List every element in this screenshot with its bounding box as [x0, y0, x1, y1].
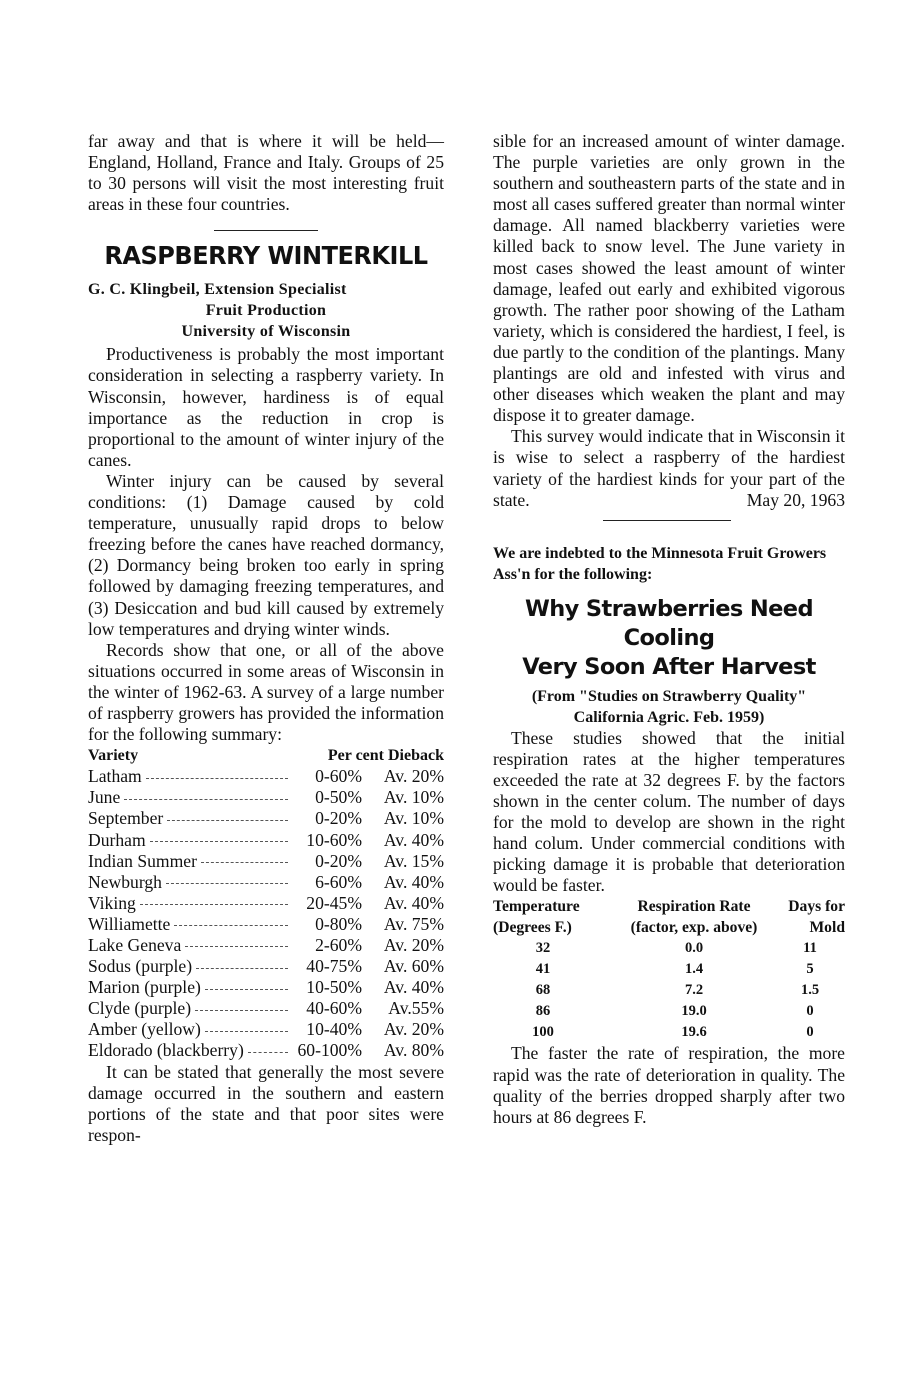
credit-note: We are indebted to the Minnesota Fruit Growers Ass'n for the following: — [493, 544, 827, 583]
variety-label: Durham — [88, 829, 146, 850]
table-row — [493, 938, 845, 959]
article-title: RASPBERRY WINTERKILL — [104, 241, 428, 271]
paragraph: It can be stated that generally the most severe damage occurred in the southern and eastern portions of the state and that poor sites were respon- — [88, 1061, 444, 1145]
dieback-average: Av. 20% — [383, 935, 444, 955]
source-citation — [493, 686, 845, 728]
variety-name — [88, 787, 298, 808]
table-row — [88, 935, 444, 956]
variety-name — [88, 851, 298, 872]
respiration-table — [493, 896, 845, 1043]
variety-label: Clyde (purple) — [88, 998, 192, 1019]
source-line: California Agric. Feb. 1959) — [573, 708, 765, 726]
author-university: University of Wisconsin — [181, 323, 351, 341]
dieback-average: Av. 75% — [383, 913, 444, 934]
days-cell: 0 — [806, 1024, 814, 1041]
dieback-average: Av. 80% — [383, 1040, 444, 1061]
source-line: (From "Studies on Strawberry Quality" — [531, 687, 807, 705]
variety-name — [88, 766, 298, 787]
variety-name — [88, 1040, 298, 1061]
rate-cell: 0.0 — [684, 940, 704, 957]
leader-dots — [166, 883, 288, 884]
table-row — [88, 1019, 444, 1040]
dieback-average: Av. 40% — [383, 871, 444, 892]
variety-label: Lake Geneva — [88, 935, 182, 955]
table-row — [88, 914, 444, 935]
paragraph: These studies showed that the initial respiration rates at the higher temperatures exceeded the rate at 32 degrees F. by the factors shown in the center colum. The number of days for the mold to develop are shown in the right hand colum. Under commercial conditions with picking damage it is probable that deterioration would be faster. — [493, 727, 845, 896]
table-row — [88, 1040, 444, 1061]
dieback-average: Av. 60% — [383, 956, 444, 977]
variety-label: Viking — [88, 892, 136, 913]
rate-cell: 19.6 — [681, 1024, 707, 1041]
table-row — [88, 851, 444, 872]
dieback-range: 10-40% — [306, 1019, 362, 1040]
days-cell: 0 — [806, 1003, 814, 1020]
paragraph: This survey would indicate that in Wisconsin it is wise to select a raspberry of the hardiest variety of the hardiest kinds for your part of the state. — [493, 426, 845, 510]
variety-name — [88, 830, 298, 851]
table-row — [88, 872, 444, 893]
dieback-average: Av. 15% — [383, 850, 444, 871]
variety-label: Williamette — [88, 913, 171, 934]
dieback-average: Av. 20% — [383, 1019, 444, 1040]
dieback-average: Av. 40% — [383, 829, 444, 850]
leader-dots — [196, 968, 288, 969]
dieback-range: 0-60% — [315, 766, 362, 787]
table-row — [493, 1022, 845, 1043]
dieback-range: 20-45% — [306, 892, 362, 913]
dieback-range: 40-60% — [306, 998, 362, 1019]
dieback-average: Av. 20% — [383, 766, 444, 787]
section-divider — [214, 230, 318, 231]
variety-label: Latham — [88, 766, 142, 787]
leader-dots — [174, 925, 288, 926]
leader-dots — [201, 862, 288, 863]
leader-dots — [150, 841, 288, 842]
paragraph: Records show that one, or all of the above situations occurred in some areas of Wisconsin in the winter of 1962-63. A survey of a large number of raspberry growers has provided the information for the following summary: — [88, 639, 444, 745]
paragraph: The faster the rate of respiration, the more rapid was the rate of deterioration in quality. The quality of the berries dropped sharply after two hours at 86 degrees F. — [493, 1043, 845, 1127]
table-header-row — [493, 917, 845, 938]
dieback-table — [88, 745, 444, 1061]
variety-header: Variety — [88, 747, 139, 765]
variety-label: June — [88, 787, 121, 808]
variety-label: Marion (purple) — [88, 977, 201, 998]
leader-dots — [167, 820, 288, 821]
variety-name — [88, 893, 298, 914]
days-cell: 11 — [803, 940, 817, 957]
rate-header: Respiration Rate — [637, 898, 751, 916]
variety-name — [88, 914, 298, 935]
dieback-range: 10-60% — [306, 829, 362, 850]
variety-name — [88, 956, 298, 977]
rate-cell: 19.0 — [681, 1003, 707, 1020]
continued-text: far away and that is where it will be held—England, Holland, France and Italy. Groups of 25 to 30 persons will visit the most interesting fruit areas in these four countries. — [88, 131, 444, 215]
variety-name — [88, 977, 298, 998]
days-cell: 1.5 — [800, 982, 820, 999]
variety-name — [88, 1019, 298, 1040]
leader-dots — [205, 989, 288, 990]
dieback-range: 2-60% — [315, 935, 362, 955]
author-department: Fruit Production — [205, 302, 327, 320]
dieback-range: 0-20% — [315, 850, 362, 871]
dieback-average: Av. 10% — [383, 808, 444, 829]
dieback-average: Av. 40% — [383, 977, 444, 998]
temperature-cell: 100 — [532, 1024, 554, 1041]
leader-dots — [146, 778, 288, 779]
variety-label: Eldorado (blackberry) — [88, 1040, 244, 1061]
rate-cell: 1.4 — [684, 961, 704, 978]
table-row — [88, 893, 444, 914]
days-subheader: Mold — [809, 919, 845, 937]
leader-dots — [205, 1031, 288, 1032]
rate-subheader: (factor, exp. above) — [630, 919, 758, 937]
author-line: G. C. Klingbeil, Extension Specialist — [88, 281, 347, 299]
section-divider — [603, 520, 731, 521]
dieback-range: 10-50% — [306, 977, 362, 998]
temperature-subheader: (Degrees F.) — [493, 919, 572, 937]
leader-dots — [195, 1010, 288, 1011]
article-date: May 20, 1963 — [746, 489, 845, 510]
variety-label: September — [88, 808, 164, 829]
dieback-range: 6-60% — [315, 871, 362, 892]
table-header-row — [493, 896, 845, 917]
dieback-header: Per cent Dieback — [327, 747, 444, 765]
variety-label: Sodus (purple) — [88, 956, 193, 977]
leader-dots — [124, 799, 288, 800]
dieback-range: 40-75% — [306, 956, 362, 977]
variety-label: Amber (yellow) — [88, 1019, 201, 1040]
dieback-range: 0-50% — [315, 787, 362, 808]
article-title — [493, 595, 845, 682]
variety-name — [88, 872, 298, 893]
table-row — [493, 1001, 845, 1022]
paragraph: Winter injury can be caused by several conditions: (1) Damage caused by cold temperature, unusually rapid drops to below freezing before the canes have reached dormancy, (2) Dormancy being broken too early in spring followed by damaging freezing temperatures, and (3) Desiccation and bud kill caused by extremely low temperatures and drying winter winds. — [88, 470, 444, 639]
right-column — [493, 131, 845, 1128]
table-row — [88, 956, 444, 977]
temperature-cell: 41 — [535, 961, 551, 978]
table-row — [88, 977, 444, 998]
dieback-range: 60-100% — [297, 1040, 362, 1061]
leader-dots — [248, 1052, 288, 1053]
table-row — [493, 980, 845, 1001]
leader-dots — [140, 904, 288, 905]
rate-cell: 7.2 — [684, 982, 704, 999]
leader-dots — [185, 946, 288, 947]
left-column — [88, 131, 444, 1146]
table-row — [493, 959, 845, 980]
temperature-header: Temperature — [493, 898, 580, 916]
table-row — [88, 830, 444, 851]
temperature-cell: 86 — [535, 1003, 551, 1020]
variety-name — [88, 935, 298, 956]
days-cell: 5 — [806, 961, 814, 978]
paragraph: Productiveness is probably the most important consideration in selecting a raspberry variety. In Wisconsin, however, hardiness is of equal importance as the reduction in crop is proportional to the amount of winter injury of the canes. — [88, 344, 444, 470]
table-header-row — [88, 745, 444, 766]
days-header: Days for — [788, 898, 845, 916]
variety-name — [88, 808, 298, 829]
dieback-average: Av. 40% — [383, 892, 444, 913]
title-line: Very Soon After Harvest — [522, 653, 816, 680]
title-line: Why Strawberries Need Cooling — [525, 595, 813, 651]
dieback-range: 0-80% — [315, 913, 362, 934]
variety-name — [88, 998, 298, 1019]
temperature-cell: 68 — [535, 982, 551, 999]
dieback-average: Av.55% — [388, 998, 444, 1019]
table-row — [88, 998, 444, 1019]
table-row — [88, 787, 444, 808]
dieback-range: 0-20% — [315, 808, 362, 829]
temperature-cell: 32 — [535, 940, 551, 957]
table-row — [88, 766, 444, 787]
table-row — [88, 808, 444, 829]
dieback-average: Av. 10% — [383, 787, 444, 808]
variety-label: Newburgh — [88, 871, 162, 892]
variety-label: Indian Summer — [88, 850, 197, 871]
continued-text: sible for an increased amount of winter damage. The purple varieties are only grown in the southern and southeastern parts of the state and in most all cases suffered greater than normal winter damage. All named blackberry varieties were killed back to snow level. The June variety in most cases showed the least amount of winter damage, leafed out early and exhibited vigorous growth. The rather poor showing of the Latham variety, which is considered the hardiest, I feel, is due partly to the condition of the plantings. Many plantings are old and infested with virus and other diseases which weaken the plant and may dispose it to greater damage. — [493, 131, 845, 426]
